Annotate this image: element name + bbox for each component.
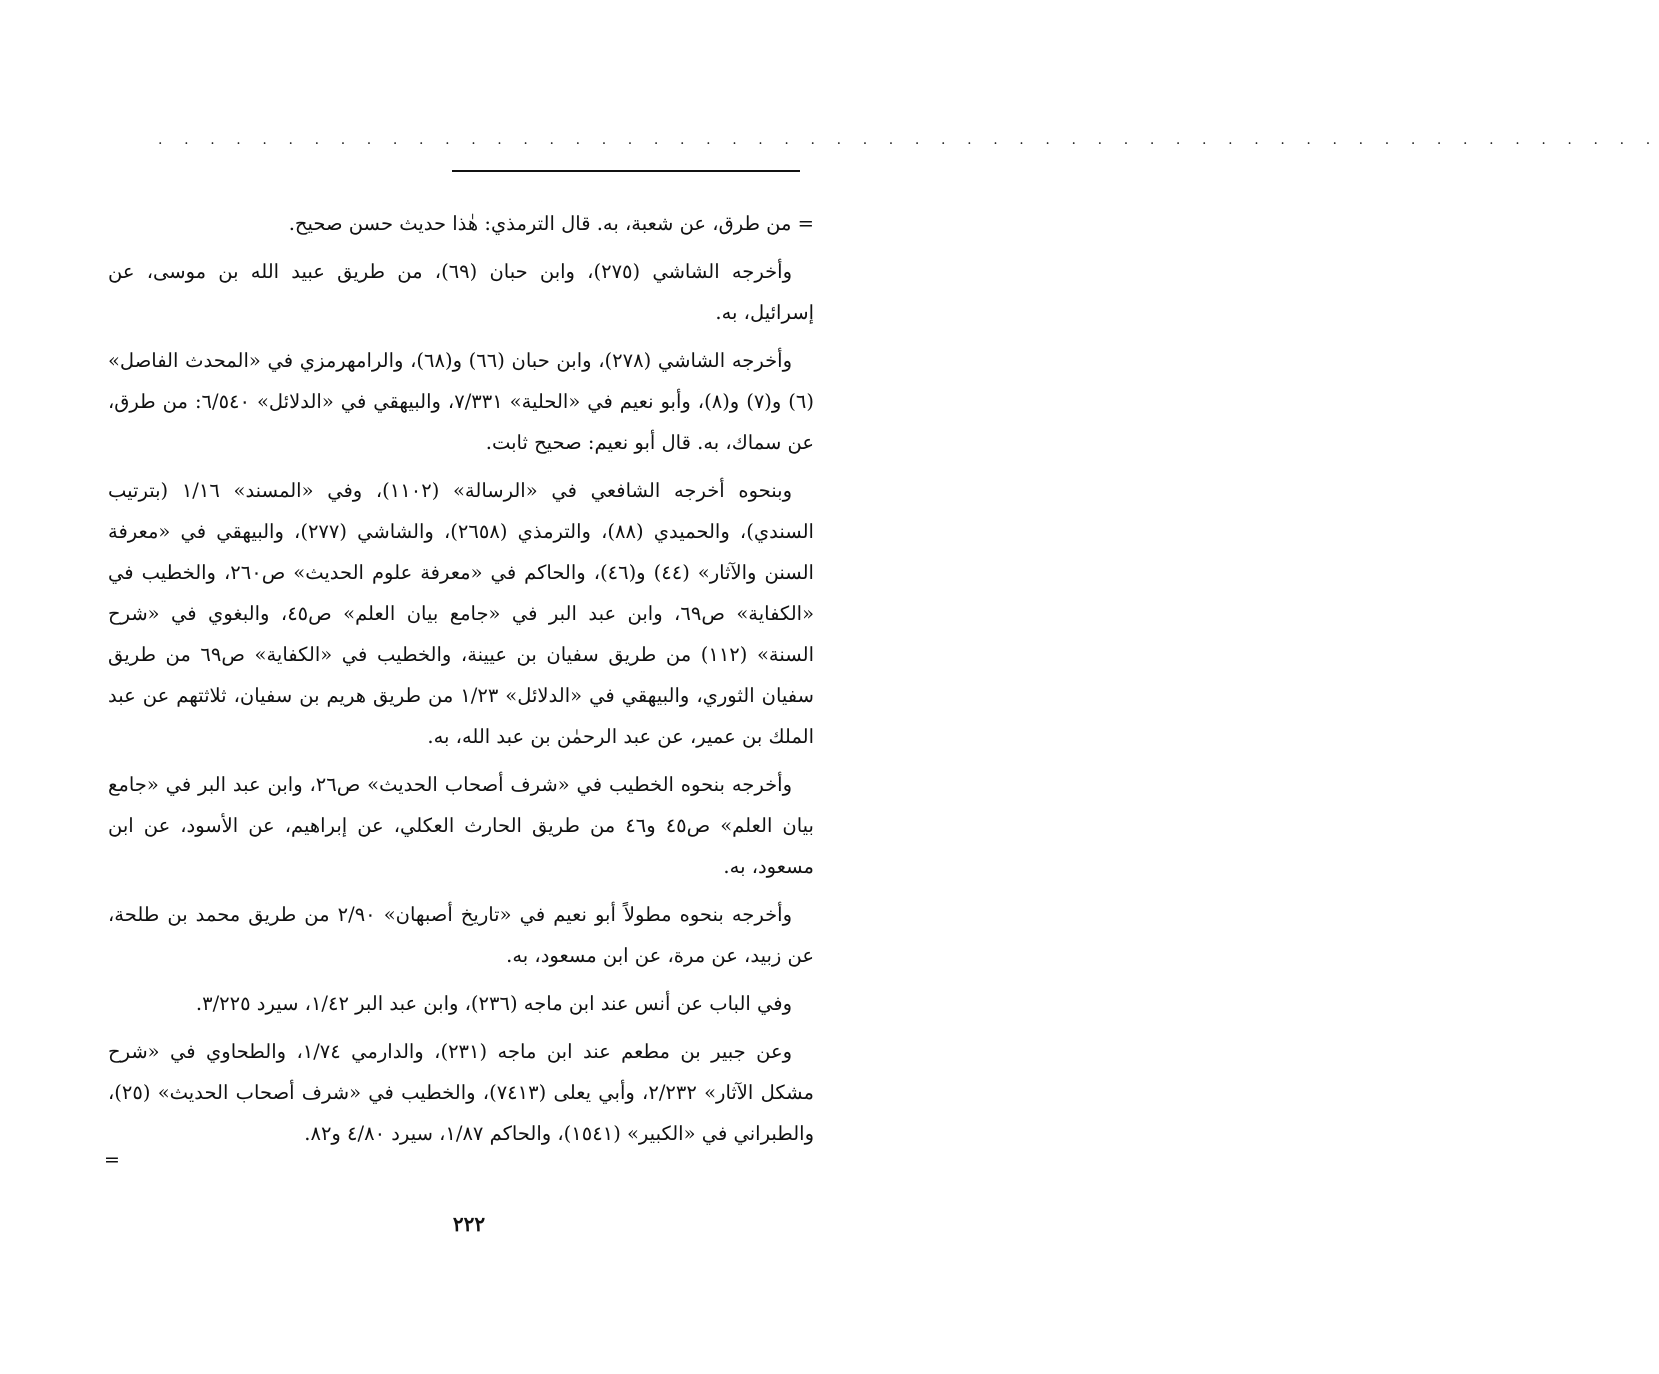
footnote-paragraph: = من طرق، عن شعبة، به. قال الترمذي: هٰذا حديث حسن صحيح. — [288, 212, 814, 235]
page-number: ٢٢٢ — [452, 1212, 486, 1236]
footnotes-block — [108, 203, 814, 1161]
footnote-paragraph: وأخرجه الشاشي (٢٧٥)، وابن حبان (٦٩)، من طريق عبيد الله بن موسى، عن إسرائيل، به. — [108, 260, 814, 324]
footnote-rule — [452, 170, 800, 172]
footnote-paragraph: وأخرجه بنحوه مطولاً أبو نعيم في «تاريخ أصبهان» ٢/٩٠ من طريق محمد بن طلحة، عن زبيد، عن مرة، عن ابن مسعود، به. — [108, 903, 814, 967]
footnote-paragraph: وأخرجه بنحوه الخطيب في «شرف أصحاب الحديث» ص٢٦، وابن عبد البر في «جامع بيان العلم» ص٤٥ و٤٦ من طريق الحارث العكلي، عن إبراهيم، عن الأسود، عن ابن مسعود، به. — [108, 773, 814, 878]
footnote-paragraph: وفي الباب عن أنس عند ابن ماجه (٢٣٦)، وابن عبد البر ١/٤٢، سيرد ٣/٢٢٥. — [195, 992, 792, 1015]
footnote-paragraph: وعن جبير بن مطعم عند ابن ماجه (٢٣١)، والدارمي ١/٧٤، والطحاوي في «شرح مشكل الآثار» ٢/٢٣٢، وأبي يعلى (٧٤١٣)، والخطيب في «شرف أصحاب الحديث» (٢٥)، والطبراني في «الكبير» (١٥٤١)، والحاكم ١/٨٧، سيرد ٤/٨٠ و٨٢. — [108, 1040, 814, 1145]
dotted-separator: . . . . . . . . . . . . . . . . . . . . . . . . . . . . . . . . . . . . . . . . . . . . . . . . . . . . . . . . . . — [158, 132, 1659, 148]
continuation-mark: = — [104, 1149, 120, 1171]
footnote-paragraph: وبنحوه أخرجه الشافعي في «الرسالة» (١١٠٢)، وفي «المسند» ١/١٦ (بترتيب السندي)، والحميدي (٨٨)، والترمذي (٢٦٥٨)، والشاشي (٢٧٧)، والبيهقي في «معرفة السنن والآثار» (٤٤) و(٤٦)، والحاكم في «معرفة علوم الحديث» ص٢٦٠، والخطيب في «الكفاية» ص٦٩، وابن عبد البر في «جامع بيان العلم» ص٤٥، والبغوي في «شرح السنة» (١١٢) من طريق سفيان بن عيينة، والخطيب في «الكفاية» ص٦٩ من طريق سفيان الثوري، والبيهقي في «الدلائل» ١/٢٣ من طريق هريم بن سفيان، ثلاثتهم عن عبد الملك بن عمير، عن عبد الرحمٰن بن عبد الله، به. — [108, 479, 814, 748]
footnote-paragraph: وأخرجه الشاشي (٢٧٨)، وابن حبان (٦٦) و(٦٨)، والرامهرمزي في «المحدث الفاصل» (٦) و(٧) و(٨)، وأبو نعيم في «الحلية» ٧/٣٣١، والبيهقي في «الدلائل» ٦/٥٤٠: من طرق، عن سماك، به. قال أبو نعيم: صحيح ثابت. — [108, 349, 815, 454]
